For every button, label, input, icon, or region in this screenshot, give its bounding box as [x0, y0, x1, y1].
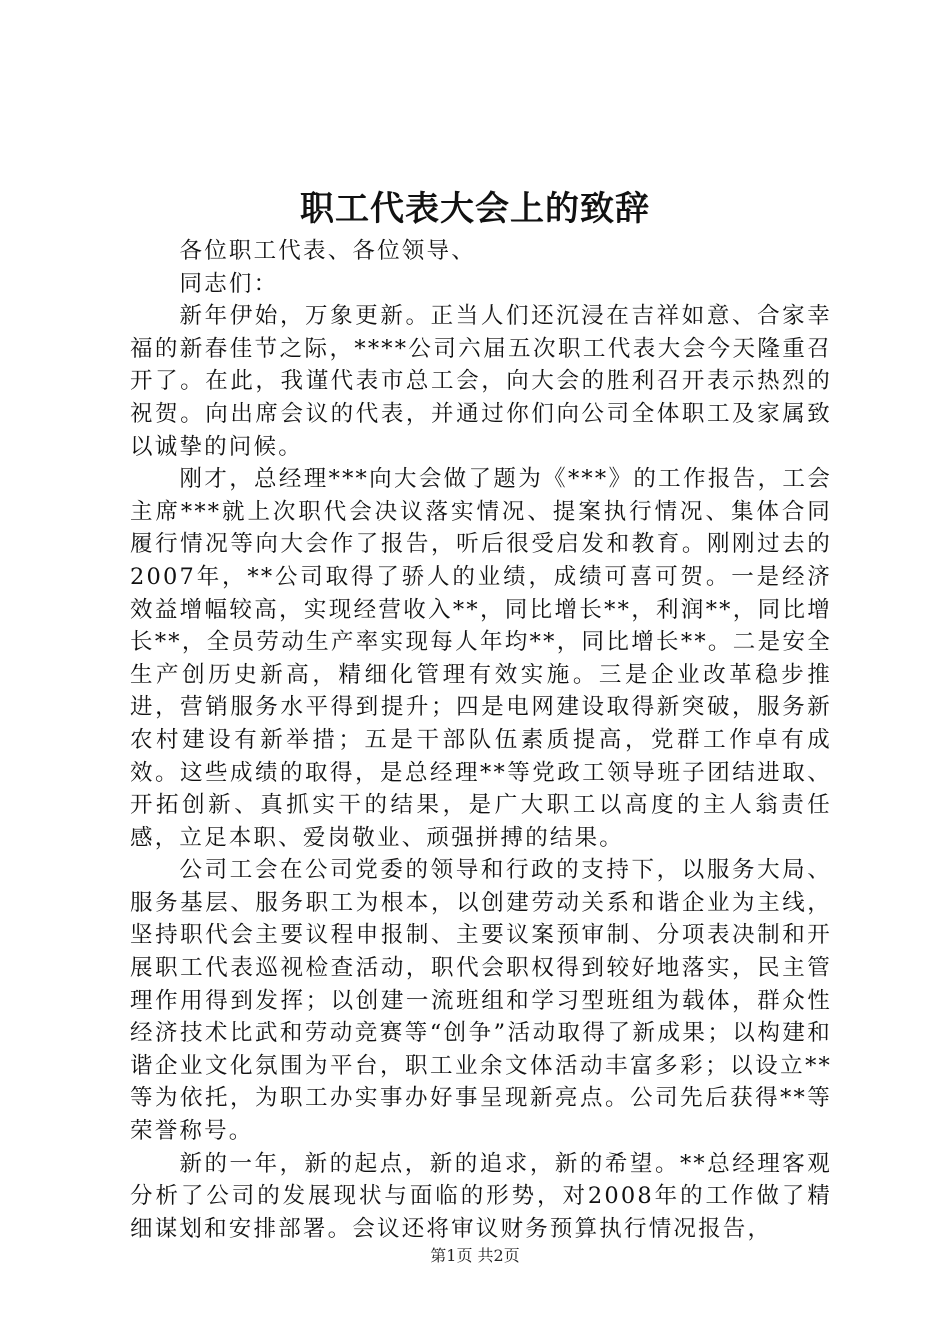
paragraph-1: 新年伊始，万象更新。正当人们还沉浸在吉祥如意、合家幸福的新春佳节之际，****公司六届五次职工代表大会今天隆重召开了。在此，我谨代表市总工会，向大会的胜利召开表示热烈的祝贺。向出席会议的代表，并通过你们向公司全体职工及家属致以诚挚的问候。	[130, 303, 832, 460]
salutation-line-1: 各位职工代表、各位领导、	[179, 238, 476, 264]
paragraph-4: 新的一年，新的起点，新的追求，新的希望。**总经理客观分析了公司的发展现状与面临的形势，对2008年的工作做了精细谋划和安排部署。会议还将审议财务预算执行情况报告，	[130, 1150, 832, 1242]
paragraph-3: 公司工会在公司党委的领导和行政的支持下，以服务大局、服务基层、服务职工为根本，以创建劳动关系和谐企业为主线，坚持职代会主要议程申报制、主要议案预审制、分项表决制和开展职工代表巡视检查活动，职代会职权得到较好地落实，民主管理作用得到发挥；以创建一流班组和学习型班组为载体，群众性经济技术比武和劳动竞赛等“创争”活动取得了新成果；以构建和谐企业文化氛围为平台，职工业余文体活动丰富多彩；以设立**等为依托，为职工办实事办好事呈现新亮点。公司先后获得**等荣誉称号。	[130, 857, 832, 1145]
document-body	[130, 235, 832, 1245]
paragraph-2: 刚才，总经理***向大会做了题为《***》的工作报告，工会主席***就上次职代会决议落实情况、提案执行情况、集体合同履行情况等向大会作了报告，听后很受启发和教育。刚刚过去的2007年，**公司取得了骄人的业绩，成绩可喜可贺。一是经济效益增幅较高，实现经营收入**，同比增长**，利润**，同比增长**，全员劳动生产率实现每人年均**，同比增长**。二是安全生产创历史新高，精细化管理有效实施。三是企业改革稳步推进，营销服务水平得到提升；四是电网建设取得新突破，服务新农村建设有新举措；五是干部队伍素质提高，党群工作卓有成效。这些成绩的取得，是总经理**等党政工领导班子团结进取、开拓创新、真抓实干的结果，是广大职工以高度的主人翁责任感，立足本职、爱岗敬业、顽强拼搏的结果。	[130, 466, 832, 851]
page-number-footer: 第1页 共2页	[430, 1246, 520, 1265]
salutation-line-2: 同志们：	[179, 270, 279, 297]
document-title: 职工代表大会上的致辞	[300, 189, 650, 229]
